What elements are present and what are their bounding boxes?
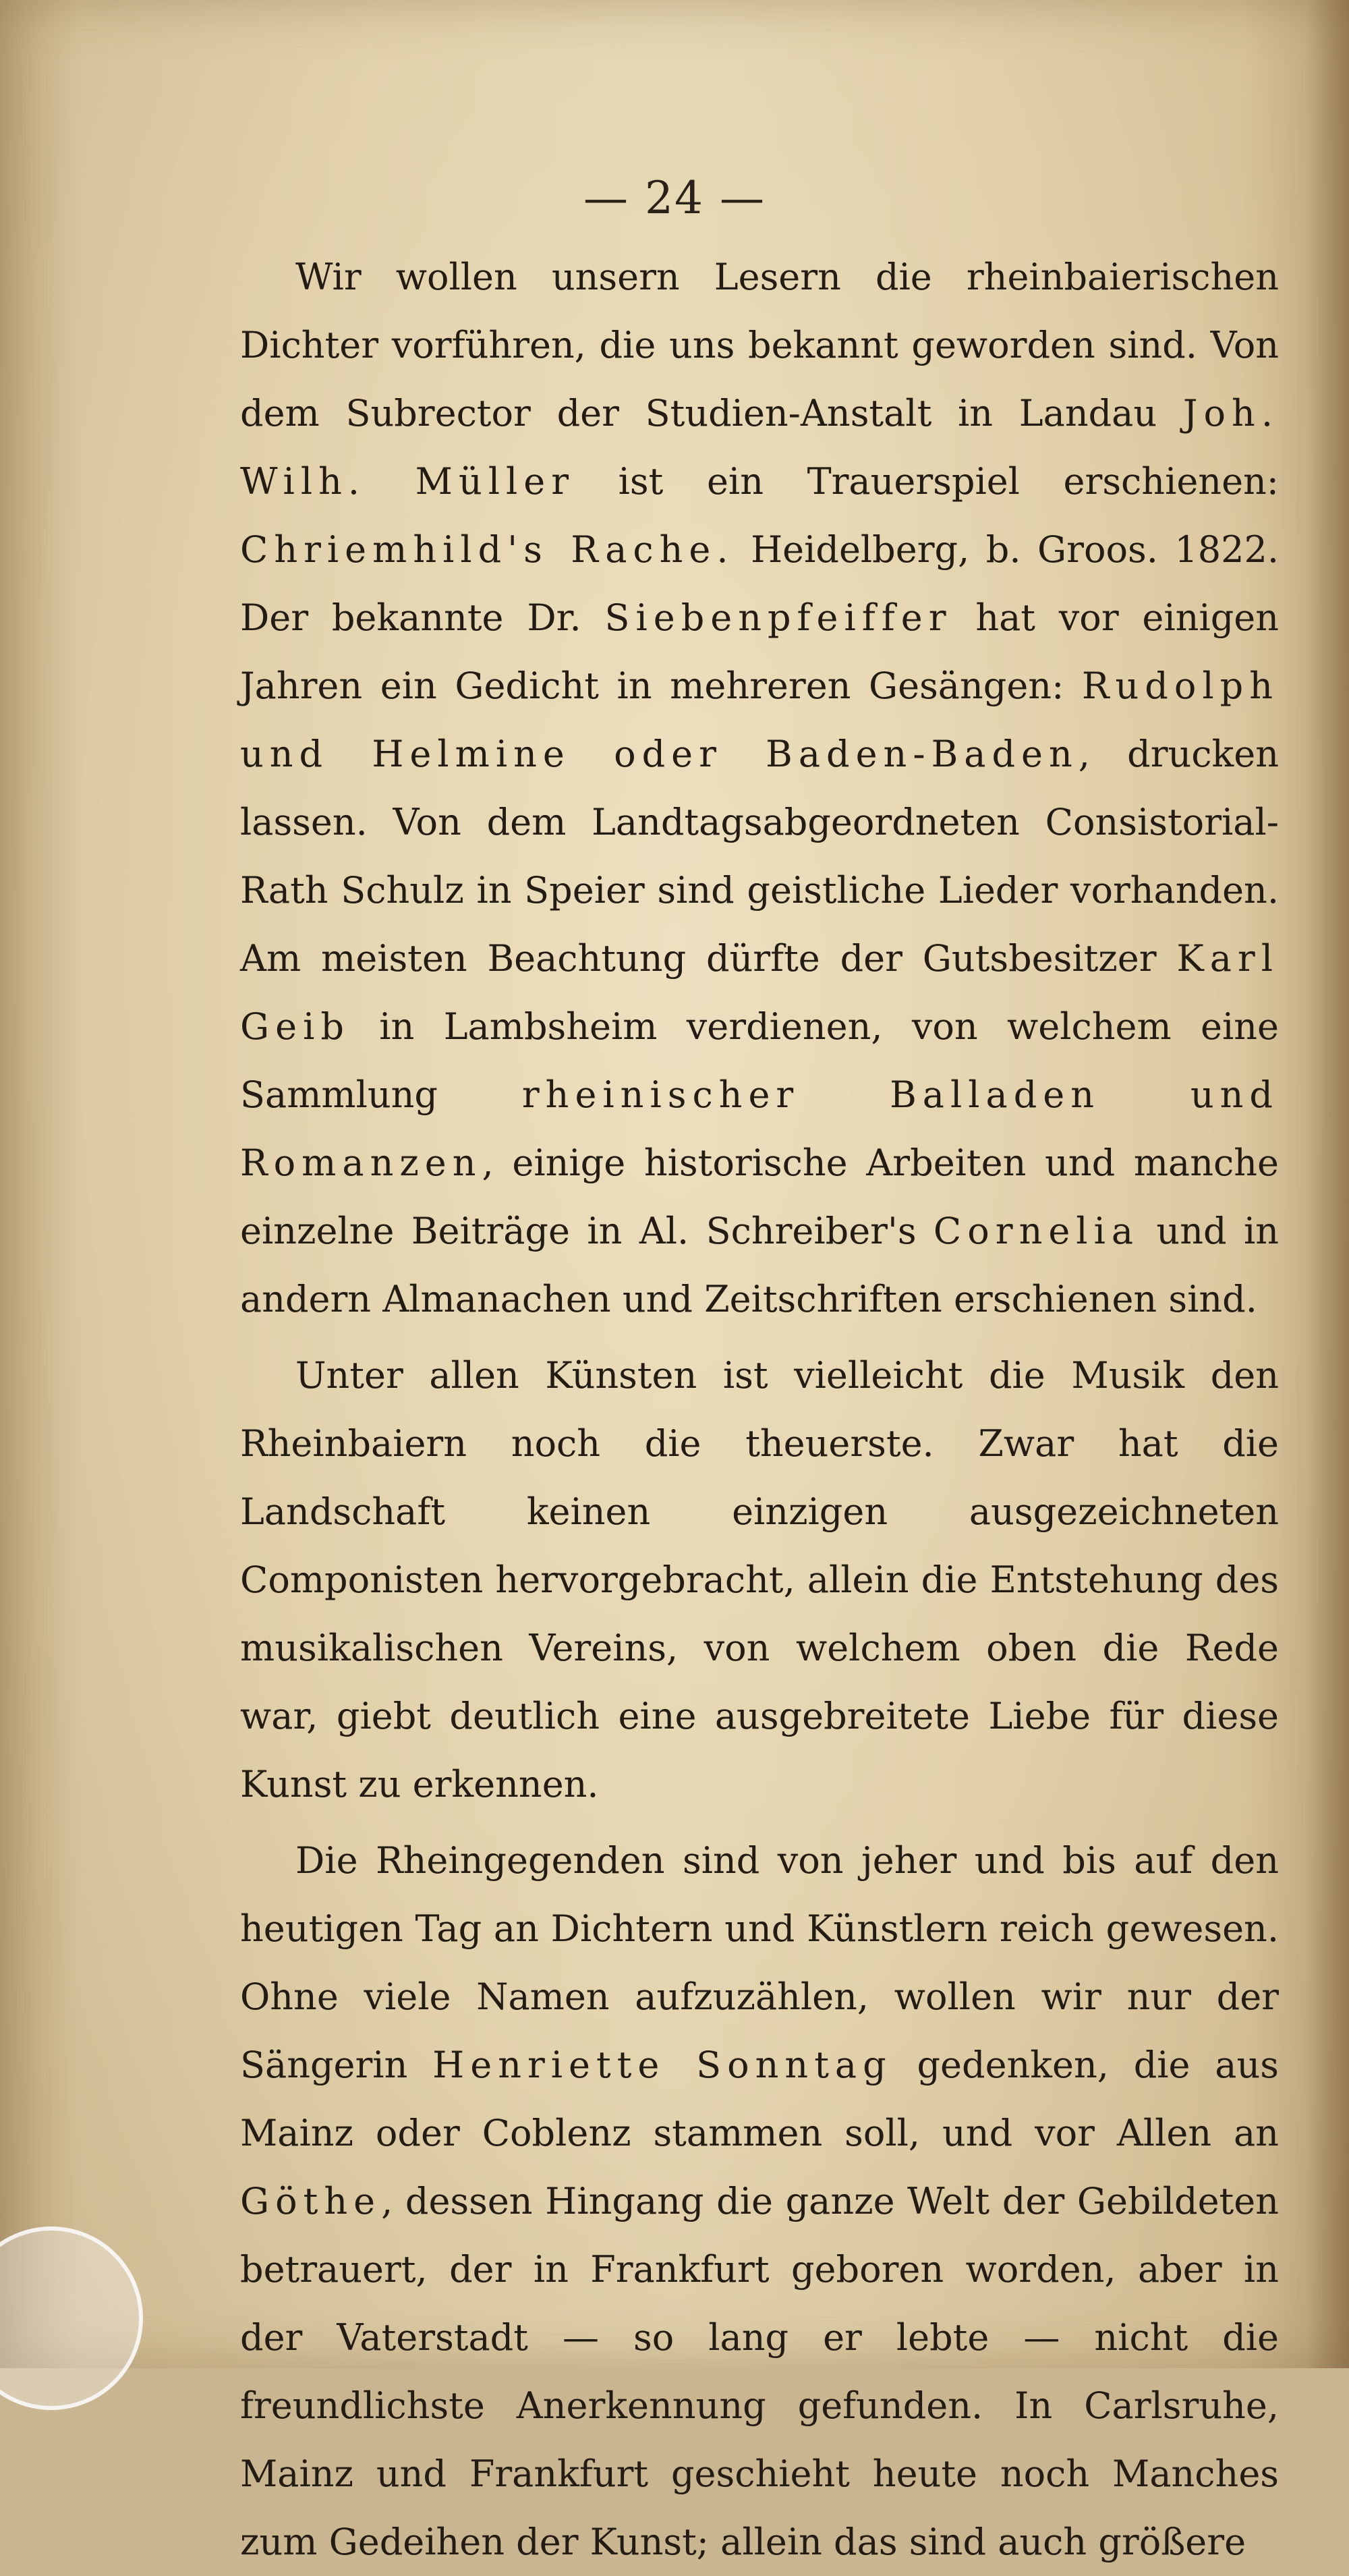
text-run: Wir wollen unsern Lesern die rheinbaierischen Dichter vorführen, die uns bekannt geworden sind. Von dem Subrector der Studien-Anstalt in Landau	[240, 256, 1279, 435]
spaced-name: Chriemhild's Rache.	[240, 528, 735, 571]
spaced-name: Henriette Sonntag	[432, 2044, 892, 2086]
page-gutter-shadow	[1306, 0, 1349, 2368]
text-run: , dessen Hingang die ganze Welt der Gebildeten betrauert, der in Frankfurt geboren worden, aber in der Vaterstadt — so lang er lebte — nicht die freundlichste Anerkennung gefunden. In Carlsruhe, Mainz und Frankfurt geschieht heute noch Manches zum Gedeihen der Kunst; allein das sind auch größere	[240, 2180, 1279, 2563]
spaced-name: Siebenpfeiffer	[604, 596, 952, 639]
spaced-name: Joh. Wilh. Müller	[240, 392, 1279, 503]
text-run: , einige historische Arbeiten und manche einzelne Beiträge in Al. Schreiber's	[240, 1142, 1279, 1252]
paragraph-rhine-poets	[240, 243, 1279, 1333]
text-run: gedenken, die aus Mainz oder Coblenz stammen soll, und vor Allen an	[240, 2044, 1279, 2154]
spaced-name: Karl Geib	[240, 937, 1279, 1048]
spaced-name: Rudolph und Helmine oder Baden-Baden	[240, 665, 1279, 775]
paragraph-rhine-artists	[240, 1826, 1279, 2576]
text-run: Heidelberg, b. Groos. 1822. Der bekannte Dr.	[240, 528, 1279, 639]
spaced-name: Cornelia	[933, 1210, 1140, 1252]
paragraph-music	[240, 1341, 1279, 1818]
text-run: und in andern Almanachen und Zeitschriften erschienen sind.	[240, 1210, 1279, 1320]
spaced-name: rheinischer Balladen und Romanzen	[240, 1073, 1279, 1184]
text-run: hat vor einigen Jahren ein Gedicht in mehreren Gesängen:	[240, 596, 1280, 707]
body-text	[240, 243, 1279, 2576]
page-number: — 24 —	[583, 172, 766, 224]
text-run: Unter allen Künsten ist vielleicht die Musik den Rheinbaiern noch die theuerste. Zwar hat die Landschaft keinen einzigen ausgezeichneten Componisten hervorgebracht, allein die Entstehung des musikalischen Vereins, von welchem oben die Rede war, giebt deutlich eine ausgebreitete Liebe für diese Kunst zu erkennen.	[240, 1354, 1279, 1805]
text-run: ist ein Trauerspiel erschienen:	[575, 460, 1279, 503]
spaced-name: Göthe	[240, 2180, 382, 2222]
text-run: , drucken lassen. Von dem Landtagsabgeordneten Consistorial-Rath Schulz in Speier sind geistliche Lieder vorhanden. Am meisten Beachtung dürfte der Gutsbesitzer	[240, 733, 1279, 980]
corner-stain	[0, 2227, 143, 2410]
text-run: in Lambsheim verdienen, von welchem eine Sammlung	[240, 1005, 1279, 1116]
text-run: Die Rheingegenden sind von jeher und bis auf den heutigen Tag an Dichtern und Künstlern reich gewesen. Ohne viele Namen aufzuzählen, wollen wir nur der Sängerin	[240, 1839, 1279, 2086]
